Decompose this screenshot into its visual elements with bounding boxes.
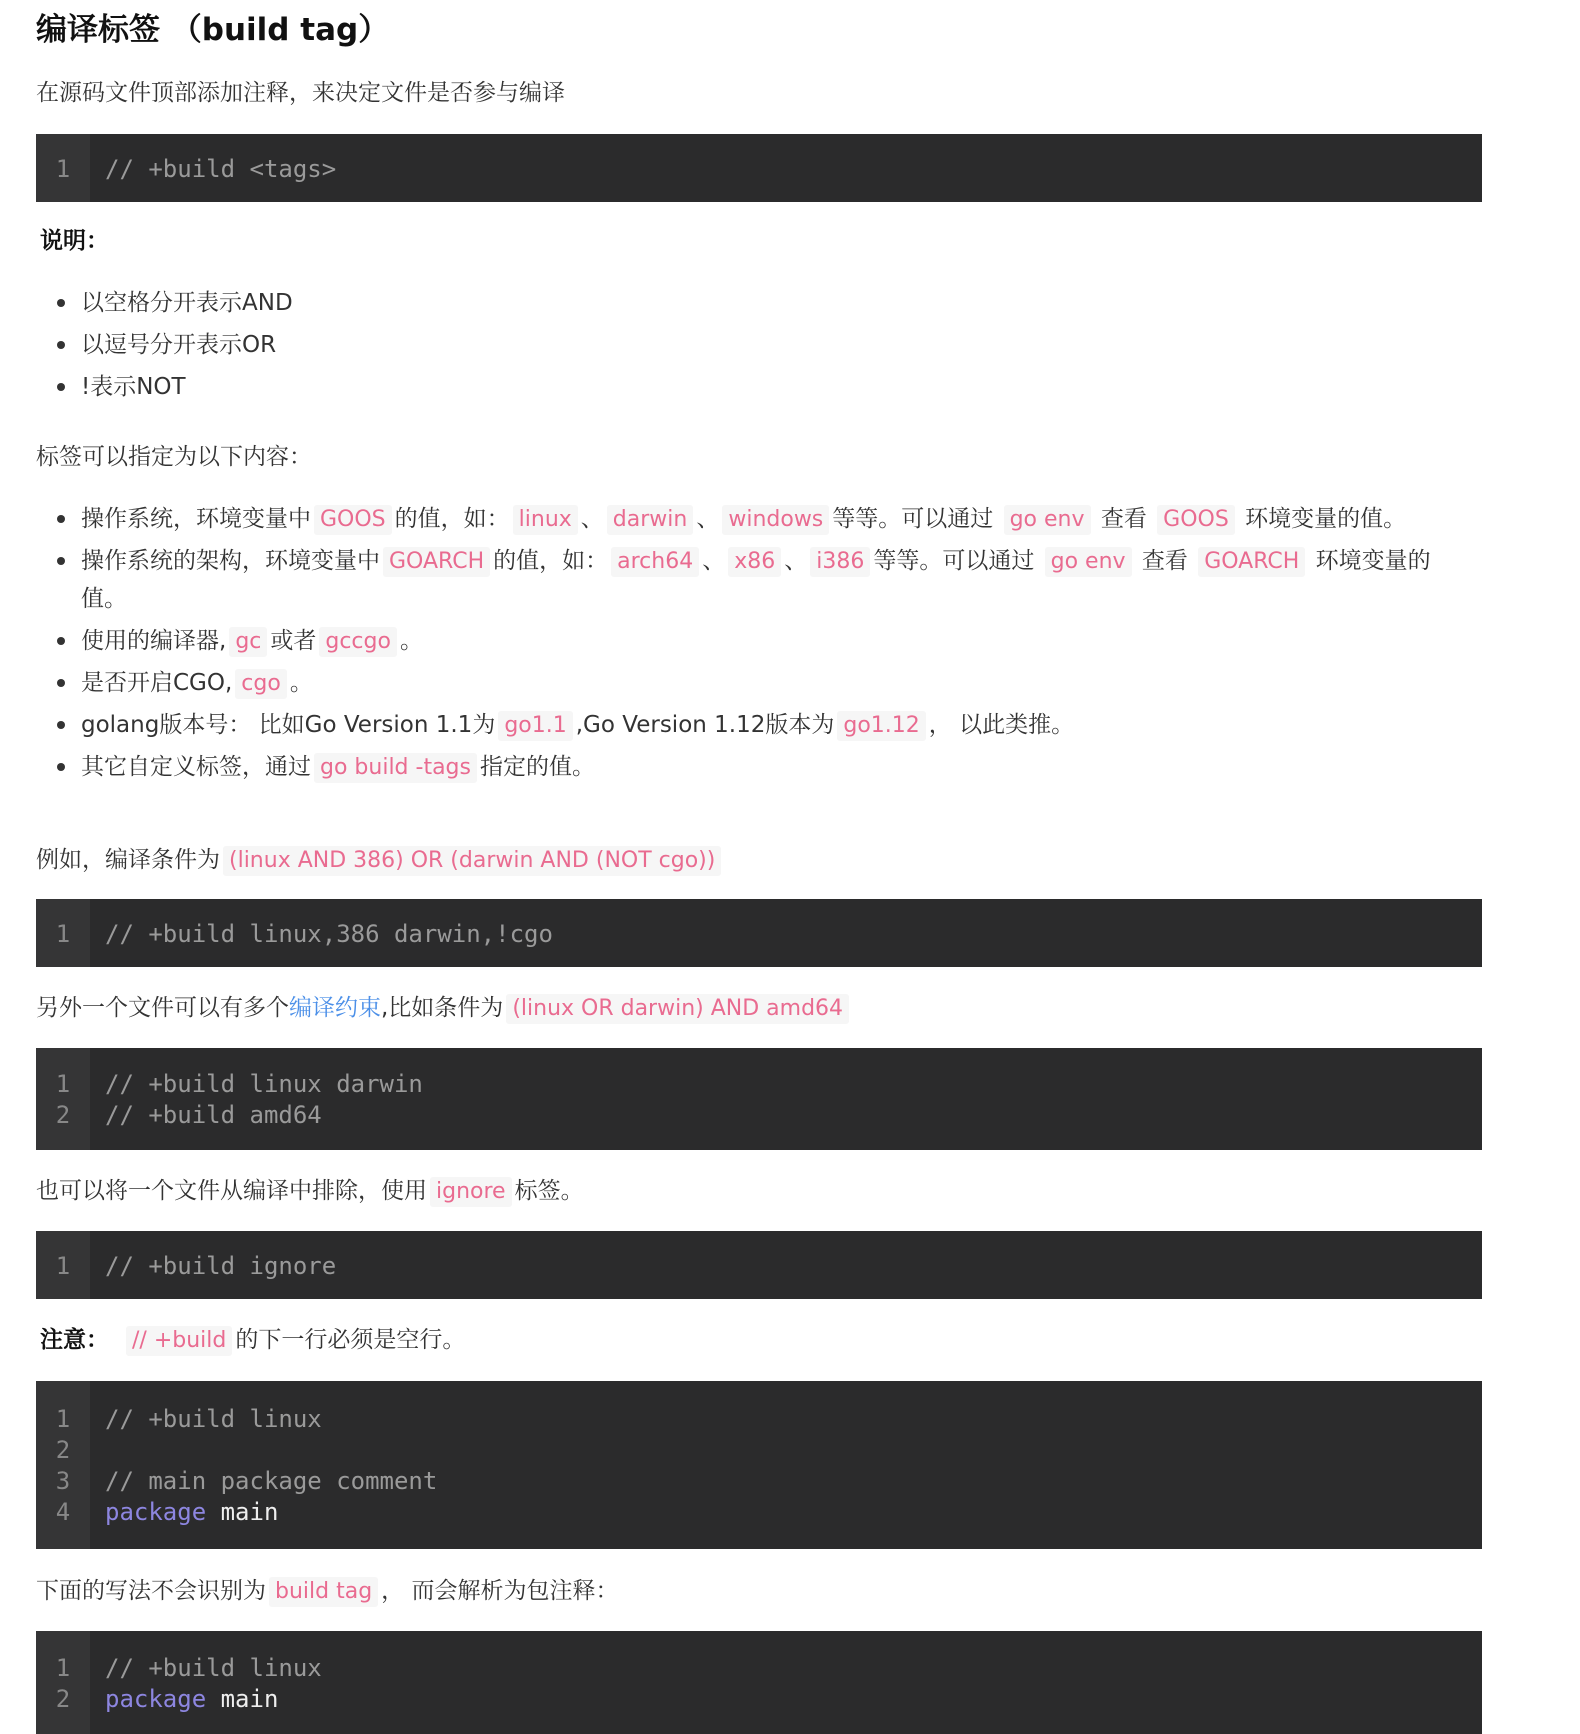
code-text bbox=[105, 1249, 336, 1283]
code-block bbox=[36, 1048, 1482, 1150]
text-span: ， 而会解析为包注释： bbox=[381, 1578, 619, 1604]
inline-code: gc bbox=[229, 627, 267, 657]
code-comment: // +build linux bbox=[105, 1405, 322, 1433]
text-span: ,比如条件为 bbox=[381, 995, 504, 1021]
code-text bbox=[105, 1682, 278, 1716]
list-item bbox=[36, 500, 1466, 538]
text-span: 的值，如： bbox=[493, 548, 609, 574]
inline-code: (linux OR darwin) AND amd64 bbox=[506, 994, 849, 1024]
text-span: 、 bbox=[702, 548, 726, 574]
text-link[interactable]: 编译约束 bbox=[289, 995, 381, 1021]
code-text bbox=[105, 1098, 322, 1132]
text-span: 或者 bbox=[270, 628, 317, 654]
tags-intro-paragraph: 标签可以指定为以下内容： bbox=[36, 444, 312, 470]
text-span: 指定的值。 bbox=[479, 754, 595, 780]
text-span: 、 bbox=[784, 548, 808, 574]
list-item bbox=[36, 664, 1466, 702]
explain-label: 说明： bbox=[40, 228, 109, 254]
text-span: 其它自定义标签，通过 bbox=[81, 754, 311, 780]
code-line bbox=[36, 1651, 1482, 1685]
text-span: 查看 bbox=[1134, 548, 1196, 574]
inline-code: GOARCH bbox=[1198, 547, 1305, 577]
inline-code: darwin bbox=[607, 505, 694, 535]
list-item-text: 以空格分开表示AND bbox=[81, 290, 293, 316]
inline-code: ignore bbox=[430, 1177, 512, 1207]
text-span: 例如，编译条件为 bbox=[36, 847, 220, 873]
text-span: 等等。可以通过 bbox=[832, 506, 1001, 532]
list-item bbox=[36, 622, 1466, 660]
note-text bbox=[123, 1327, 465, 1353]
list-item bbox=[36, 370, 1466, 404]
code-line bbox=[36, 917, 1482, 951]
package-comment-paragraph bbox=[36, 1574, 618, 1608]
code-line bbox=[36, 1249, 1482, 1283]
text-span: 另外一个文件可以有多个 bbox=[36, 995, 289, 1021]
code-text bbox=[105, 1651, 322, 1685]
multi-constraint-paragraph bbox=[36, 991, 852, 1025]
code-comment: // +build linux darwin bbox=[105, 1070, 423, 1098]
text-span: 的值，如： bbox=[394, 506, 510, 532]
code-block bbox=[36, 1381, 1482, 1549]
inline-code: go build -tags bbox=[314, 753, 477, 783]
code-line bbox=[36, 1464, 1482, 1498]
line-number: 1 bbox=[55, 919, 71, 948]
text-span: 也可以将一个文件从编译中排除，使用 bbox=[36, 1178, 427, 1204]
list-item-text: 以逗号分开表示OR bbox=[81, 332, 277, 358]
inline-code: go1.12 bbox=[837, 711, 925, 741]
code-line bbox=[36, 1433, 1482, 1467]
text-span: 标签。 bbox=[514, 1178, 584, 1204]
section-title: 编译标签 （build tag） bbox=[36, 12, 390, 48]
line-number: 4 bbox=[55, 1498, 71, 1526]
code-block bbox=[36, 1631, 1482, 1734]
list-item bbox=[36, 748, 1466, 786]
code-text bbox=[105, 152, 336, 186]
code-line bbox=[36, 1682, 1482, 1716]
text-span: 环境变量的值。 bbox=[81, 548, 1431, 612]
code-token: main bbox=[206, 1684, 279, 1713]
code-keyword: package bbox=[105, 1684, 207, 1713]
intro-paragraph: 在源码文件顶部添加注释，来决定文件是否参与编译 bbox=[36, 80, 565, 106]
text-span: 的下一行必须是空行。 bbox=[235, 1327, 466, 1353]
text-span: 等等。可以通过 bbox=[873, 548, 1042, 574]
code-text bbox=[105, 1067, 423, 1101]
inline-code: go1.1 bbox=[498, 711, 572, 741]
inline-code: GOOS bbox=[314, 505, 392, 535]
code-line bbox=[36, 1495, 1482, 1529]
code-comment: // +build linux bbox=[105, 1653, 322, 1682]
code-comment: // +build amd64 bbox=[105, 1101, 322, 1129]
line-number: 3 bbox=[55, 1467, 71, 1495]
code-comment: // +build linux,386 darwin,!cgo bbox=[105, 919, 553, 948]
text-span: 操作系统，环境变量中 bbox=[81, 506, 311, 532]
inline-code: GOARCH bbox=[383, 547, 490, 577]
text-span: 是否开启CGO, bbox=[81, 670, 233, 696]
inline-code: cgo bbox=[235, 669, 287, 699]
code-line bbox=[36, 1402, 1482, 1436]
code-block bbox=[36, 899, 1482, 967]
code-block bbox=[36, 134, 1482, 202]
note-paragraph bbox=[40, 1323, 465, 1357]
list-item bbox=[36, 542, 1466, 618]
code-line bbox=[36, 152, 1482, 186]
line-number: 1 bbox=[55, 154, 71, 183]
inline-code: GOOS bbox=[1157, 505, 1235, 535]
text-span: 环境变量的值。 bbox=[1237, 506, 1407, 532]
note-label: 注意： bbox=[40, 1327, 109, 1353]
text-span: 下面的写法不会识别为 bbox=[36, 1578, 266, 1604]
inline-code: go env bbox=[1004, 505, 1091, 535]
inline-code: linux bbox=[513, 505, 578, 535]
code-comment: // +build ignore bbox=[105, 1251, 337, 1280]
list-item bbox=[36, 706, 1466, 744]
text-span: ,Go Version 1.12版本为 bbox=[575, 712, 835, 738]
code-comment: // main package comment bbox=[105, 1467, 438, 1495]
text-span: 。 bbox=[399, 628, 423, 654]
code-comment: // +build <tags> bbox=[105, 154, 337, 183]
text-span: 使用的编译器, bbox=[81, 628, 227, 654]
inline-code: go env bbox=[1045, 547, 1132, 577]
inline-code: build tag bbox=[269, 1577, 378, 1607]
line-number: 2 bbox=[55, 1436, 71, 1464]
line-number: 2 bbox=[55, 1684, 71, 1713]
ignore-paragraph bbox=[36, 1174, 584, 1208]
code-text bbox=[105, 1402, 322, 1436]
tag-list bbox=[36, 500, 1466, 790]
code-line bbox=[36, 1067, 1482, 1101]
list-item bbox=[36, 328, 1466, 362]
inline-code: arch64 bbox=[611, 547, 699, 577]
code-block bbox=[36, 1231, 1482, 1299]
code-text bbox=[105, 917, 553, 951]
inline-code: gccgo bbox=[319, 627, 397, 657]
code-token: main bbox=[206, 1498, 279, 1526]
line-number: 1 bbox=[55, 1653, 71, 1682]
text-span: 操作系统的架构，环境变量中 bbox=[81, 548, 380, 574]
code-keyword: package bbox=[105, 1498, 207, 1526]
list-item bbox=[36, 286, 1466, 320]
inline-code: // +build bbox=[126, 1326, 232, 1356]
example-paragraph bbox=[36, 843, 724, 877]
text-span: golang版本号： 比如Go Version 1.1为 bbox=[81, 712, 496, 738]
text-span: 查看 bbox=[1093, 506, 1155, 532]
list-item-text: !表示NOT bbox=[81, 374, 186, 400]
line-number: 1 bbox=[55, 1405, 71, 1433]
text-span: ， 以此类推。 bbox=[928, 712, 1075, 738]
line-number: 1 bbox=[55, 1251, 71, 1280]
code-text bbox=[105, 1464, 437, 1498]
text-span: 、 bbox=[696, 506, 720, 532]
inline-code: i386 bbox=[810, 547, 870, 577]
code-line bbox=[36, 1098, 1482, 1132]
inline-code: (linux AND 386) OR (darwin AND (NOT cgo)) bbox=[223, 846, 721, 876]
explain-list bbox=[36, 286, 1466, 412]
line-number: 2 bbox=[55, 1101, 71, 1129]
inline-code: windows bbox=[722, 505, 829, 535]
inline-code: x86 bbox=[728, 547, 781, 577]
code-text bbox=[105, 1495, 278, 1529]
text-span: 、 bbox=[580, 506, 604, 532]
text-span: 。 bbox=[289, 670, 313, 696]
line-number: 1 bbox=[55, 1070, 71, 1098]
